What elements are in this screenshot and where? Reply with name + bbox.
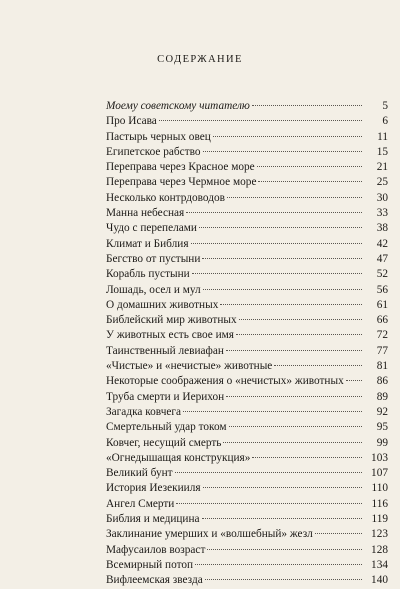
dot-leader (205, 579, 362, 580)
dot-leader (207, 549, 362, 550)
toc-entry-page: 92 (376, 405, 388, 418)
toc-entry (106, 436, 388, 451)
dot-leader (274, 365, 362, 366)
dot-leader (176, 503, 362, 504)
dot-leader (199, 227, 362, 228)
dot-leader (346, 380, 362, 381)
toc-entry-page: 86 (376, 375, 388, 388)
toc-entry-title: Чудо с перепелами (106, 222, 197, 235)
toc-entry-page: 81 (376, 360, 388, 373)
toc-entry (106, 283, 388, 298)
toc-entry (106, 344, 388, 359)
toc-entry-title: Лошадь, осел и мул (106, 283, 201, 296)
toc-entry-title: Ковчег, несущий смерть (106, 436, 222, 449)
toc-entry (106, 405, 388, 420)
toc-entry-page: 11 (377, 130, 388, 143)
toc-entry-page: 95 (376, 421, 388, 434)
toc-entry-page: 47 (376, 252, 388, 265)
dot-leader (223, 442, 362, 443)
dot-leader (257, 166, 362, 167)
toc-entry-page: 77 (376, 344, 388, 357)
dot-leader (252, 457, 362, 458)
toc-entry-title: Всемирный потоп (106, 558, 194, 571)
toc-entry-page: 134 (371, 558, 388, 571)
toc-entry-page: 5 (382, 100, 388, 112)
toc-entry-page: 89 (376, 390, 388, 403)
toc-entry-title: Некоторые соображения о «нечистых» животных (106, 375, 344, 388)
toc-entry (106, 237, 388, 252)
toc-entry-page: 52 (376, 268, 388, 281)
toc-entry (106, 451, 388, 466)
dot-leader (195, 564, 362, 565)
dot-leader (252, 105, 362, 106)
toc-entry (106, 481, 388, 496)
toc-entry-title: Переправа через Чермное море (106, 176, 257, 189)
toc-entry-page: 72 (376, 329, 388, 342)
dot-leader (191, 243, 362, 244)
dot-leader (229, 426, 362, 427)
toc-entry (106, 191, 388, 206)
toc-entry-title: Пастырь черных овец (106, 130, 211, 143)
toc-entry-title: Таинственный левиафан (106, 344, 224, 357)
toc-entry-page: 107 (371, 467, 388, 480)
toc-entry-page: 30 (376, 191, 388, 204)
toc-entry (106, 267, 388, 282)
toc-entry (106, 221, 388, 236)
toc-entry-page: 56 (376, 283, 388, 296)
toc-entry-title: Вифлеемская звезда (106, 574, 203, 587)
toc-entry (106, 130, 388, 145)
toc-entry-page: 6 (382, 115, 388, 128)
toc-entry (106, 206, 388, 221)
toc-entry (106, 390, 388, 405)
toc-entry-title: Заклинание умерших и «волшебный» жезл (106, 528, 313, 541)
toc-entry-title: О домашних животных (106, 298, 219, 311)
toc-entry-title: Мафусаилов возраст (106, 543, 206, 556)
toc-entry-page: 140 (371, 574, 388, 587)
toc-entry (106, 99, 388, 114)
toc-entry (106, 543, 388, 558)
toc-entry-title: Ангел Смерти (106, 497, 175, 510)
toc-entry-title: У животных есть свое имя (106, 329, 234, 342)
toc-entry-title: Египетское рабство (106, 145, 201, 158)
toc-entry-title: Великий бунт (106, 467, 173, 480)
toc-entry-page: 128 (371, 543, 388, 556)
dot-leader (213, 136, 362, 137)
table-of-contents (106, 99, 388, 589)
toc-entry-title: История Иезекииля (106, 482, 201, 495)
dot-leader (226, 350, 362, 351)
toc-entry (106, 420, 388, 435)
toc-entry-title: Несколько контрдоводов (106, 191, 225, 204)
dot-leader (202, 258, 362, 259)
toc-entry-page: 103 (371, 451, 388, 464)
toc-entry-page: 15 (376, 145, 388, 158)
toc-entry-page: 25 (376, 176, 388, 189)
toc-entry-title: Бегство от пустыни (106, 252, 201, 265)
toc-entry-title: Труба смерти и Иерихон (106, 390, 225, 403)
toc-entry (106, 298, 388, 313)
toc-entry (106, 573, 388, 588)
toc-entry-page: 116 (371, 497, 388, 510)
toc-entry (106, 313, 388, 328)
toc-entry-title: Климат и Библия (106, 237, 189, 250)
toc-entry-page: 38 (376, 222, 388, 235)
dot-leader (203, 289, 362, 290)
dot-leader (226, 396, 362, 397)
toc-entry (106, 175, 388, 190)
dot-leader (258, 181, 362, 182)
toc-entry-page: 61 (376, 298, 388, 311)
dot-leader (220, 304, 362, 305)
toc-entry-title: «Чистые» и «нечистые» животные (106, 360, 273, 373)
toc-entry-page: 66 (376, 314, 388, 327)
dot-leader (183, 411, 362, 412)
dot-leader (203, 487, 362, 488)
toc-entry (106, 374, 388, 389)
toc-entry (106, 466, 388, 481)
dot-leader (175, 472, 362, 473)
toc-entry (106, 359, 388, 374)
toc-entry-page: 119 (371, 513, 388, 526)
toc-entry-title: Загадка ковчега (106, 405, 182, 418)
toc-entry-page: 123 (371, 528, 388, 541)
dot-leader (192, 273, 362, 274)
toc-entry (106, 512, 388, 527)
toc-entry-page: 110 (371, 482, 388, 495)
dot-leader (315, 533, 362, 534)
toc-entry (106, 160, 388, 175)
toc-entry (106, 252, 388, 267)
toc-entry (106, 558, 388, 573)
toc-entry-title: Манна небесная (106, 207, 185, 220)
toc-entry-title: Библия и медицина (106, 513, 200, 526)
toc-entry-page: 42 (376, 237, 388, 250)
toc-entry (106, 328, 388, 343)
toc-entry-title: Переправа через Красное море (106, 161, 255, 174)
toc-entry-title: Моему советскому читателю (106, 100, 250, 112)
dot-leader (203, 151, 362, 152)
toc-entry-title: Корабль пустыни (106, 268, 190, 281)
toc-entry (106, 145, 388, 160)
toc-entry (106, 497, 388, 512)
toc-entry-page: 33 (376, 207, 388, 220)
toc-entry-page: 21 (376, 161, 388, 174)
dot-leader (239, 319, 362, 320)
dot-leader (202, 518, 362, 519)
toc-entry (106, 114, 388, 129)
page-title: СОДЕРЖАНИЕ (157, 54, 243, 65)
toc-entry-title: Смертельный удар током (106, 421, 227, 434)
toc-entry-page: 99 (376, 436, 388, 449)
toc-entry-title: Про Исава (106, 115, 157, 128)
dot-leader (159, 120, 362, 121)
toc-entry (106, 527, 388, 542)
dot-leader (227, 197, 362, 198)
dot-leader (186, 212, 362, 213)
toc-entry-title: «Огнедышащая конструкция» (106, 451, 251, 464)
dot-leader (236, 334, 362, 335)
toc-entry-title: Библейский мир животных (106, 314, 237, 327)
